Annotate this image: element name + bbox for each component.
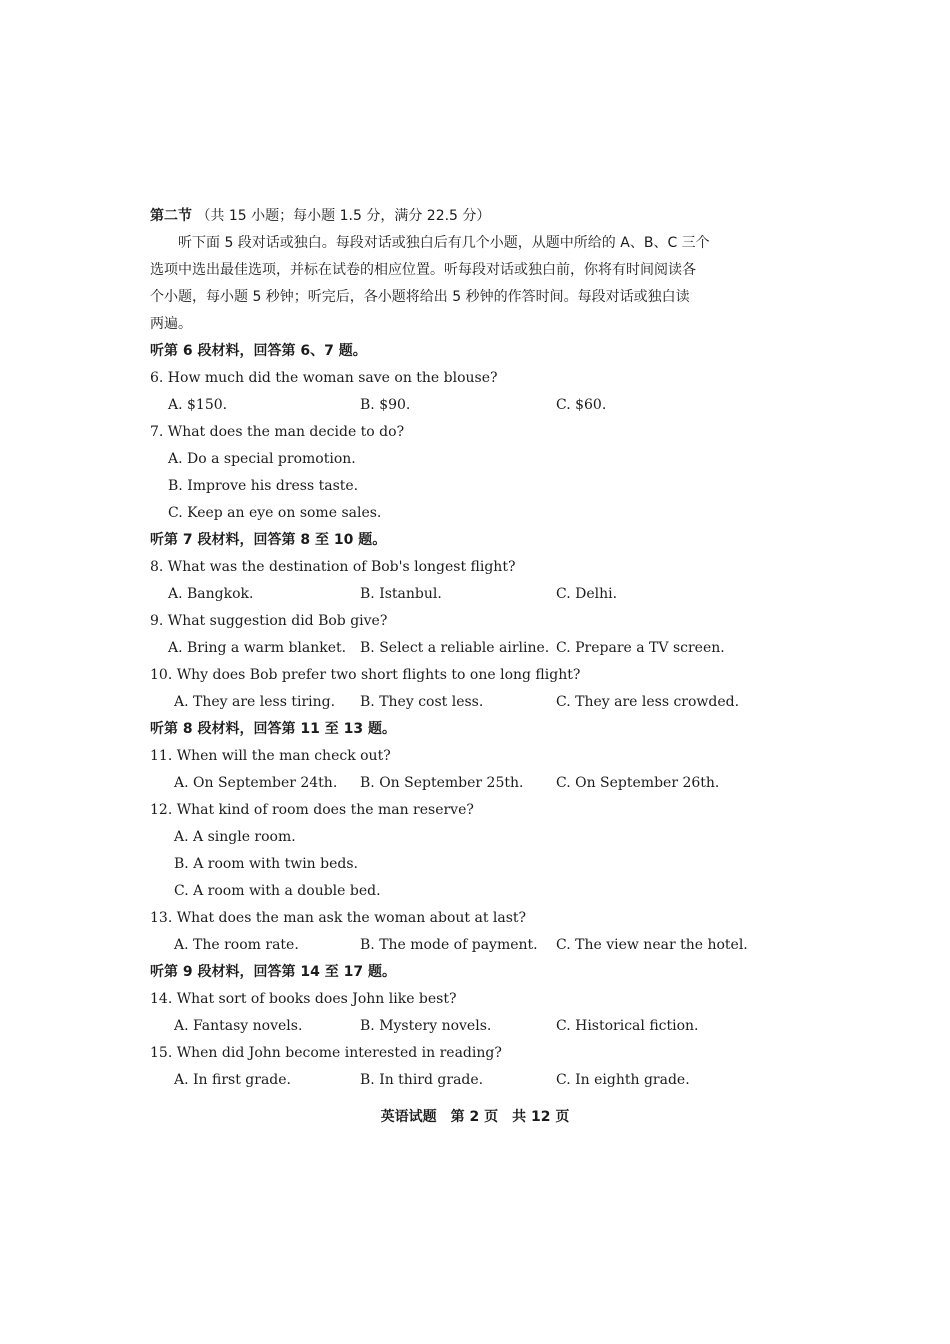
question-6: 6. How much did the woman save on the blouse?: [150, 370, 498, 386]
q10-option-c: C. They are less crowded.: [556, 694, 740, 710]
question-13: 13. What does the man ask the woman about at last?: [150, 910, 527, 926]
group-heading-6: 听第 6 段材料，回答第 6、7 题。: [150, 343, 367, 359]
q7-option-c: C. Keep an eye on some sales.: [168, 505, 382, 521]
q15-option-c: C. In eighth grade.: [556, 1072, 690, 1088]
question-11: 11. When will the man check out?: [150, 748, 391, 764]
q13-option-b: B. The mode of payment.: [360, 937, 538, 953]
instructions-line-3: 个小题，每小题 5 秒钟；听完后，各小题将给出 5 秒钟的作答时间。每段对话或独白读: [150, 289, 690, 305]
instructions-line-1: 听下面 5 段对话或独白。每段对话或独白后有几个小题，从题中所给的 A、B、C 三个: [178, 235, 710, 251]
q9-option-a: A. Bring a warm blanket.: [168, 640, 347, 656]
q8-option-a: A. Bangkok.: [168, 586, 254, 602]
group-heading-7: 听第 7 段材料，回答第 8 至 10 题。: [150, 532, 387, 548]
section-heading: 第二节: [150, 208, 192, 224]
q11-option-b: B. On September 25th.: [360, 775, 524, 791]
q11-option-c: C. On September 26th.: [556, 775, 720, 791]
q11-option-a: A. On September 24th.: [174, 775, 338, 791]
q8-option-c: C. Delhi.: [556, 586, 618, 602]
q14-option-c: C. Historical fiction.: [556, 1018, 699, 1034]
q6-option-b: B. $90.: [360, 397, 411, 413]
question-8: 8. What was the destination of Bob's longest flight?: [150, 559, 516, 575]
q15-option-b: B. In third grade.: [360, 1072, 484, 1088]
q13-option-c: C. The view near the hotel.: [556, 937, 748, 953]
q6-option-a: A. $150.: [168, 397, 228, 413]
q10-option-a: A. They are less tiring.: [174, 694, 336, 710]
question-9: 9. What suggestion did Bob give?: [150, 613, 388, 629]
q9-option-b: B. Select a reliable airline.: [360, 640, 550, 656]
q7-option-a: A. Do a special promotion.: [168, 451, 356, 467]
group-heading-8: 听第 8 段材料，回答第 11 至 13 题。: [150, 721, 396, 737]
q12-option-a: A. A single room.: [174, 829, 296, 845]
group-heading-9: 听第 9 段材料，回答第 14 至 17 题。: [150, 964, 396, 980]
question-7: 7. What does the man decide to do?: [150, 424, 405, 440]
question-10: 10. Why does Bob prefer two short flights to one long flight?: [150, 667, 581, 683]
q13-option-a: A. The room rate.: [174, 937, 299, 953]
page-footer: 英语试题 第 2 页 共 12 页: [380, 1109, 570, 1125]
q10-option-b: B. They cost less.: [360, 694, 484, 710]
section-heading-line: [150, 207, 490, 225]
q12-option-b: B. A room with twin beds.: [174, 856, 358, 872]
q6-option-c: C. $60.: [556, 397, 607, 413]
q7-option-b: B. Improve his dress taste.: [168, 478, 359, 494]
q15-option-a: A. In first grade.: [174, 1072, 291, 1088]
instructions-line-4: 两遍。: [150, 316, 192, 332]
section-heading-note: （共 15 小题；每小题 1.5 分，满分 22.5 分）: [196, 208, 491, 224]
q14-option-a: A. Fantasy novels.: [174, 1018, 303, 1034]
question-14: 14. What sort of books does John like best?: [150, 991, 457, 1007]
question-12: 12. What kind of room does the man reserve?: [150, 802, 474, 818]
question-15: 15. When did John become interested in reading?: [150, 1045, 502, 1061]
q9-option-c: C. Prepare a TV screen.: [556, 640, 725, 656]
q12-option-c: C. A room with a double bed.: [174, 883, 381, 899]
instructions-line-2: 选项中选出最佳选项，并标在试卷的相应位置。听每段对话或独白前，你将有时间阅读各: [150, 262, 696, 278]
q8-option-b: B. Istanbul.: [360, 586, 442, 602]
q14-option-b: B. Mystery novels.: [360, 1018, 492, 1034]
